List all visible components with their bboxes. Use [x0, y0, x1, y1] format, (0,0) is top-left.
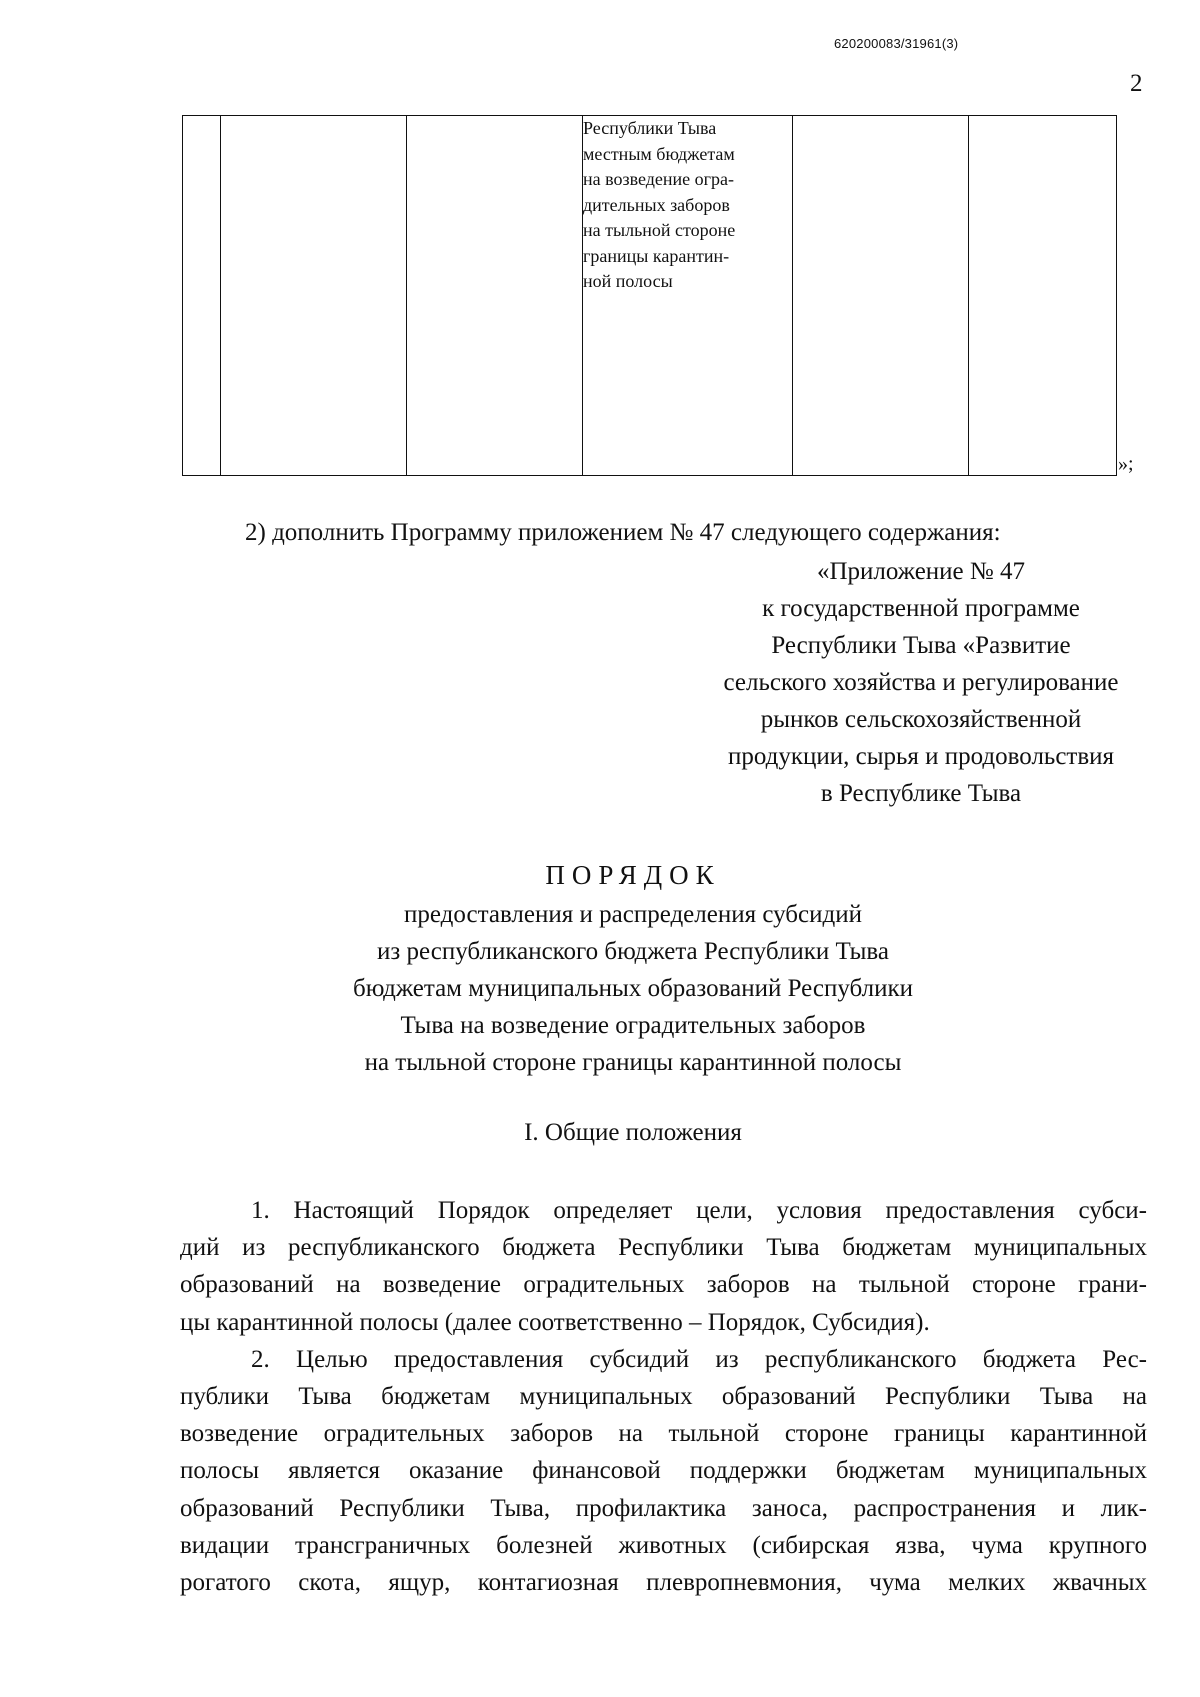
section-heading: I. Общие положения	[524, 1119, 742, 1146]
table-cell-empty	[407, 116, 583, 476]
subtitle-line: предоставления и распределения субсидий	[404, 901, 862, 928]
table-cell-empty	[969, 116, 1117, 476]
body-line: дий из республиканского бюджета Республики Тыва бюджетам муниципальных	[180, 1234, 1147, 1262]
procedure-subtitle	[0, 896, 1200, 1081]
annex-line: продукции, сырья и продовольствия	[727, 743, 1115, 770]
amendment-intro: 2) дополнить Программу приложением № 47 следующего содержания:	[245, 519, 1001, 546]
annex-line: рынков сельскохозяйственной	[760, 706, 1082, 733]
body-line: образований на возведение оградительных заборов на тыльной стороне грани-	[180, 1271, 1147, 1299]
cell-line: на тыльной стороне	[583, 220, 736, 240]
table-cell-empty	[221, 116, 407, 476]
annex-header	[656, 553, 1186, 812]
procedure-title: ПОРЯДОК	[545, 860, 721, 890]
annex-line: к государственной программе	[762, 595, 1080, 622]
cell-line: дительных заборов	[583, 194, 730, 215]
body-text	[180, 1192, 1147, 1601]
body-line: 2. Целью предоставления субсидий из республиканского бюджета Рес-	[251, 1345, 1147, 1373]
table-row	[183, 116, 1117, 476]
cell-line: на возведение огра-	[583, 169, 735, 189]
body-line: 1. Настоящий Порядок определяет цели, условия предоставления субси-	[251, 1197, 1147, 1224]
body-line: рогатого скота, ящур, контагиозная плевропневмония, чума мелких жвачных	[180, 1569, 1147, 1597]
page-number: 2	[1130, 70, 1143, 97]
table-cell-empty	[183, 116, 221, 476]
body-line: возведение оградительных заборов на тыльной стороне границы карантинной	[180, 1420, 1147, 1448]
body-line: образований Республики Тыва, профилактика заноса, распространения и лик-	[180, 1494, 1147, 1522]
annex-line: сельского хозяйства и регулирование	[723, 669, 1119, 696]
cell-line: границы карантин-	[583, 245, 730, 266]
continued-table	[182, 115, 1117, 476]
subtitle-line: Тыва на возведение оградительных заборов	[400, 1012, 866, 1039]
cell-line: местным бюджетам	[583, 143, 735, 164]
document-id: 620200083/31961(3)	[834, 36, 959, 51]
body-line: публики Тыва бюджетам муниципальных образований Республики Тыва на	[180, 1383, 1147, 1411]
body-line: полосы является оказание финансовой поддержки бюджетам муниципальных	[180, 1457, 1147, 1485]
body-line: видации трансграничных болезней животных (сибирская язва, чума крупного	[180, 1531, 1147, 1559]
subtitle-line: бюджетам муниципальных образований Республики	[352, 975, 914, 1002]
subtitle-line: из республиканского бюджета Республики Тыва	[377, 938, 889, 965]
annex-line: «Приложение № 47	[816, 558, 1026, 585]
annex-line: Республики Тыва «Развитие	[771, 632, 1071, 659]
cell-line: ной полосы	[583, 271, 673, 291]
table-closing-mark: »;	[1118, 453, 1134, 475]
annex-line: в Республике Тыва	[820, 780, 1022, 807]
subtitle-line: на тыльной стороне границы карантинной полосы	[364, 1049, 902, 1076]
table-cell-empty	[793, 116, 969, 476]
cell-line: Республики Тыва	[583, 118, 717, 138]
body-line: цы карантинной полосы (далее соответственно – Порядок, Субсидия).	[180, 1308, 930, 1336]
table-cell-description	[583, 116, 793, 476]
